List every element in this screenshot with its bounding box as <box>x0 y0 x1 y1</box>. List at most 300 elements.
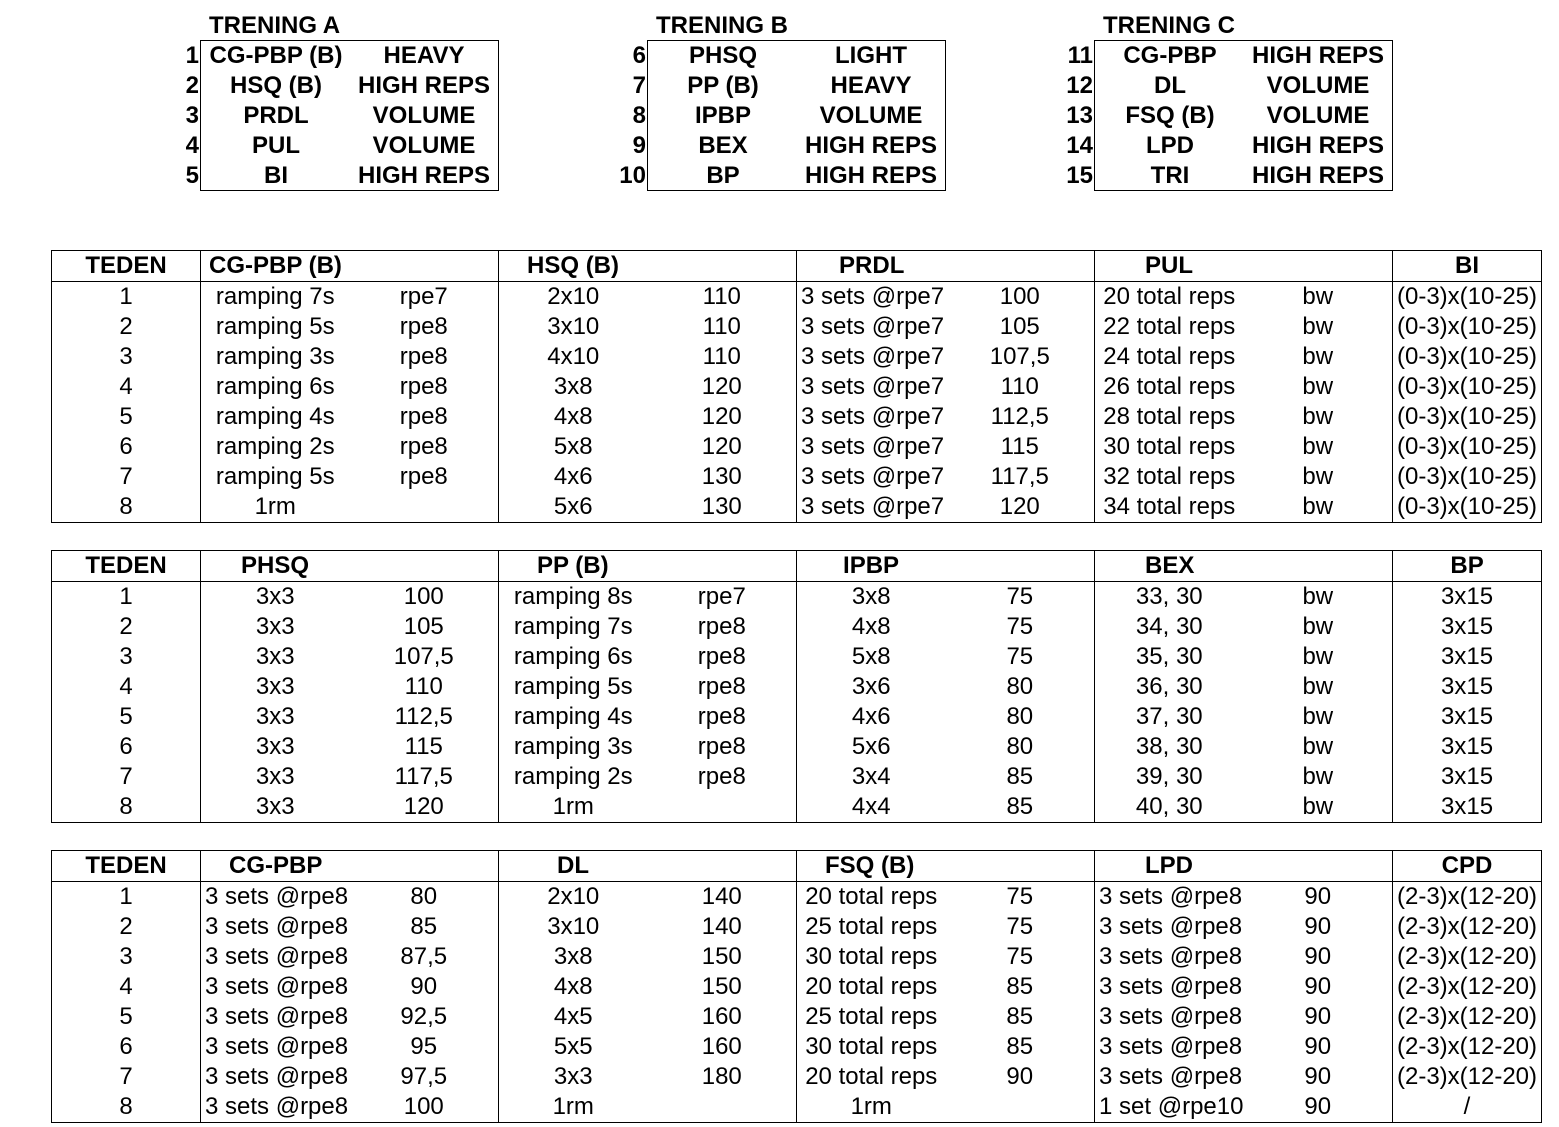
table-cell: rpe8 <box>399 403 448 430</box>
table-cell: 110 <box>702 313 741 340</box>
exercise-name: IPBP <box>694 102 751 129</box>
table-cell: 100 <box>403 583 444 610</box>
table-cell: rpe8 <box>399 343 448 370</box>
table-cell: 4x5 <box>499 1002 648 1032</box>
exercise-type: HIGH REPS <box>357 162 491 189</box>
trening-row <box>1095 71 1392 101</box>
table-row <box>52 1002 1542 1032</box>
exercise-type: HIGH REPS <box>1251 162 1385 189</box>
table-cell: 3 sets @rpe8 <box>201 912 350 942</box>
table-header-row <box>52 551 1542 582</box>
table-cell: 87,5 <box>400 943 448 970</box>
table-cell: ramping 6s <box>499 642 648 672</box>
table-cell: 39, 30 <box>1095 762 1244 792</box>
weekly-table-a <box>51 250 1542 523</box>
table-cell: (0-3)x(10-25) <box>1393 372 1542 402</box>
table-cell: 90 <box>410 973 438 1000</box>
table-cell: 100 <box>999 283 1040 310</box>
table-cell: 3 sets @rpe8 <box>201 1062 350 1092</box>
table-cell: rpe8 <box>399 433 448 460</box>
table-cell: 105 <box>999 313 1040 340</box>
table-row <box>52 282 1542 313</box>
exercise-name: CG-PBP (B) <box>209 42 343 69</box>
week-number: 2 <box>119 313 133 340</box>
table-cell: (2-3)x(12-20) <box>1393 912 1542 942</box>
table-cell: (2-3)x(12-20) <box>1393 882 1542 913</box>
table-cell: 3x3 <box>201 732 350 762</box>
table-cell: 33, 30 <box>1095 582 1244 613</box>
table-cell: 85 <box>1006 1003 1034 1030</box>
table-cell: ramping 4s <box>499 702 648 732</box>
table-cell: 3 sets @rpe8 <box>1095 942 1244 972</box>
trening-a-box <box>200 40 499 191</box>
table-cell: 3x3 <box>201 792 350 823</box>
table-cell: 3x15 <box>1393 732 1542 762</box>
row-number: 2 <box>185 72 199 99</box>
row-number: 13 <box>1066 102 1093 129</box>
table-cell: 180 <box>701 1063 742 1090</box>
week-number: 7 <box>119 1063 133 1090</box>
table-cell: 3x6 <box>797 672 946 702</box>
weekly-table-b <box>51 550 1542 823</box>
trening-row <box>201 41 498 71</box>
table-cell: (0-3)x(10-25) <box>1393 342 1542 372</box>
exercise-name: TRI <box>1150 162 1190 189</box>
table-cell: 3x10 <box>499 912 648 942</box>
table-cell: 150 <box>701 973 742 1000</box>
table-header-row <box>52 851 1542 882</box>
table-cell: 3x8 <box>797 582 946 613</box>
week-number: 2 <box>119 913 133 940</box>
table-cell: 26 total reps <box>1095 372 1244 402</box>
trening-row <box>648 161 945 191</box>
table-cell: 90 <box>1006 1063 1034 1090</box>
exercise-column-header: PHSQ <box>201 551 499 582</box>
trening-row <box>201 161 498 191</box>
exercise-column-header: BEX <box>1095 551 1393 582</box>
table-cell: 30 total reps <box>1095 432 1244 462</box>
table-cell: 115 <box>404 733 443 760</box>
exercise-type: HEAVY <box>383 42 465 69</box>
table-cell: bw <box>1302 583 1334 610</box>
exercise-name: BEX <box>698 132 748 159</box>
exercise-column-header: DL <box>499 851 797 882</box>
trening-row <box>1095 131 1392 161</box>
table-cell: 110 <box>702 343 741 370</box>
exercise-name: PUL <box>252 132 300 159</box>
week-number: 8 <box>119 493 133 520</box>
table-cell: 1rm <box>499 1092 648 1123</box>
table-cell: 3x3 <box>201 702 350 732</box>
table-cell: bw <box>1302 793 1334 820</box>
table-cell: ramping 5s <box>201 462 350 492</box>
table-cell: 2x10 <box>499 282 648 313</box>
table-cell: 3 sets @rpe7 <box>797 492 946 523</box>
table-cell: ramping 4s <box>201 402 350 432</box>
table-cell: bw <box>1302 673 1334 700</box>
table-cell: 130 <box>701 463 742 490</box>
table-cell: 75 <box>1006 583 1034 610</box>
table-cell: (2-3)x(12-20) <box>1393 1002 1542 1032</box>
exercise-type: HIGH REPS <box>1251 132 1385 159</box>
table-cell: 5x8 <box>499 432 648 462</box>
table-cell: 110 <box>1000 373 1039 400</box>
table-cell: 4x8 <box>499 972 648 1002</box>
table-cell: 3 sets @rpe8 <box>201 882 350 913</box>
table-cell: bw <box>1302 343 1334 370</box>
table-cell: 3 sets @rpe7 <box>797 342 946 372</box>
week-number: 6 <box>119 433 133 460</box>
table-cell: ramping 2s <box>499 762 648 792</box>
table-cell: 24 total reps <box>1095 342 1244 372</box>
table-cell: 120 <box>999 493 1040 520</box>
table-cell: 140 <box>701 913 742 940</box>
table-cell: 3 sets @rpe8 <box>1095 912 1244 942</box>
table-row <box>52 1092 1542 1123</box>
week-number: 2 <box>119 613 133 640</box>
trening-row <box>648 101 945 131</box>
trening-row <box>648 71 945 101</box>
week-number: 3 <box>119 343 133 370</box>
table-row <box>52 462 1542 492</box>
table-cell: bw <box>1302 703 1334 730</box>
week-column-header: TEDEN <box>52 551 201 582</box>
table-cell: 4x4 <box>797 792 946 823</box>
table-cell: 90 <box>1304 913 1332 940</box>
exercise-column-header: CG-PBP (B) <box>201 251 499 282</box>
table-cell: 25 total reps <box>797 1002 946 1032</box>
table-cell: rpe8 <box>697 613 746 640</box>
trening-row <box>648 41 945 71</box>
table-cell: 3x3 <box>201 672 350 702</box>
table-row <box>52 792 1542 823</box>
table-cell: 115 <box>1000 433 1039 460</box>
table-cell: bw <box>1302 373 1334 400</box>
row-number: 1 <box>185 42 199 69</box>
table-cell: 3 sets @rpe8 <box>1095 1032 1244 1062</box>
row-number: 10 <box>619 162 646 189</box>
table-cell: 3 sets @rpe8 <box>1095 972 1244 1002</box>
table-cell: 80 <box>1006 733 1034 760</box>
table-cell: 34 total reps <box>1095 492 1244 523</box>
table-cell: rpe8 <box>399 373 448 400</box>
table-cell: 110 <box>702 283 741 310</box>
table-cell: ramping 3s <box>499 732 648 762</box>
table-cell: ramping 5s <box>499 672 648 702</box>
table-cell: 3 sets @rpe8 <box>201 972 350 1002</box>
table-cell: 3 sets @rpe7 <box>797 432 946 462</box>
table-row <box>52 672 1542 702</box>
table-cell: 90 <box>1304 1033 1332 1060</box>
trening-row <box>1095 101 1392 131</box>
table-cell: bw <box>1302 643 1334 670</box>
table-cell: 3 sets @rpe8 <box>201 1092 350 1123</box>
table-cell: 85 <box>410 913 438 940</box>
table-cell: 34, 30 <box>1095 612 1244 642</box>
table-cell: rpe8 <box>399 463 448 490</box>
exercise-type: VOLUME <box>819 102 923 129</box>
trening-b-title: TRENING B <box>656 12 788 39</box>
table-row <box>52 702 1542 732</box>
table-cell: ramping 7s <box>499 612 648 642</box>
table-cell: 3x15 <box>1393 702 1542 732</box>
row-number: 12 <box>1066 72 1093 99</box>
table-cell: 120 <box>701 373 742 400</box>
table-row <box>52 492 1542 523</box>
exercise-type: HIGH REPS <box>804 162 938 189</box>
trening-row <box>1095 41 1392 71</box>
table-cell: 36, 30 <box>1095 672 1244 702</box>
table-cell: 97,5 <box>400 1063 448 1090</box>
week-number: 8 <box>119 793 133 820</box>
table-cell: 85 <box>1006 973 1034 1000</box>
table-cell: 3x15 <box>1393 642 1542 672</box>
table-row <box>52 312 1542 342</box>
table-cell: 1 set @rpe10 <box>1095 1092 1244 1123</box>
table-cell: 90 <box>1304 973 1332 1000</box>
table-cell: 20 total reps <box>797 972 946 1002</box>
exercise-column-header: BI <box>1393 251 1542 282</box>
table-cell: (2-3)x(12-20) <box>1393 972 1542 1002</box>
exercise-name: PHSQ <box>688 42 757 69</box>
table-cell: 92,5 <box>400 1003 448 1030</box>
table-cell: 90 <box>1304 943 1332 970</box>
table-cell: 112,5 <box>990 403 1049 430</box>
table-cell: 38, 30 <box>1095 732 1244 762</box>
exercise-name: FSQ (B) <box>1125 102 1215 129</box>
table-cell: 3x3 <box>201 762 350 792</box>
row-number: 5 <box>185 162 199 189</box>
table-cell: 28 total reps <box>1095 402 1244 432</box>
table-cell <box>946 1092 1095 1123</box>
table-header-row <box>52 251 1542 282</box>
table-row <box>52 432 1542 462</box>
week-number: 1 <box>119 283 133 310</box>
table-cell: 3 sets @rpe7 <box>797 312 946 342</box>
table-cell: 3 sets @rpe8 <box>201 1002 350 1032</box>
week-number: 4 <box>119 973 133 1000</box>
trening-a-numbers <box>151 41 199 191</box>
table-cell <box>648 792 797 823</box>
row-number: 7 <box>632 72 646 99</box>
table-cell: 3 sets @rpe8 <box>1095 1062 1244 1092</box>
week-number: 8 <box>119 1093 133 1120</box>
exercise-type: HEAVY <box>830 72 912 99</box>
exercise-type: HIGH REPS <box>1251 42 1385 69</box>
exercise-name: LPD <box>1146 132 1194 159</box>
table-cell: 1rm <box>499 792 648 823</box>
table-cell: bw <box>1302 463 1334 490</box>
table-cell: 3x15 <box>1393 582 1542 613</box>
table-cell: 120 <box>403 793 444 820</box>
row-number: 14 <box>1066 132 1093 159</box>
table-cell <box>350 492 499 523</box>
exercise-type: VOLUME <box>372 132 476 159</box>
table-cell: 3x3 <box>499 1062 648 1092</box>
table-cell: 75 <box>1006 883 1034 910</box>
table-row <box>52 1032 1542 1062</box>
table-cell: 107,5 <box>393 643 454 670</box>
exercise-name: PP (B) <box>687 72 759 99</box>
table-cell: 3 sets @rpe8 <box>201 1032 350 1062</box>
table-cell: ramping 2s <box>201 432 350 462</box>
table-cell: 3x3 <box>201 612 350 642</box>
exercise-column-header: CPD <box>1393 851 1542 882</box>
table-cell: 80 <box>410 883 438 910</box>
table-cell: 22 total reps <box>1095 312 1244 342</box>
week-number: 4 <box>119 673 133 700</box>
trening-b-numbers <box>598 41 646 191</box>
table-cell: 160 <box>701 1033 742 1060</box>
table-row <box>52 942 1542 972</box>
exercise-name: DL <box>1154 72 1186 99</box>
table-cell: rpe7 <box>697 583 746 610</box>
table-cell: 20 total reps <box>1095 282 1244 313</box>
table-cell: 3 sets @rpe7 <box>797 372 946 402</box>
table-cell: 3x15 <box>1393 762 1542 792</box>
table-cell: (0-3)x(10-25) <box>1393 432 1542 462</box>
table-row <box>52 342 1542 372</box>
table-cell: 150 <box>701 943 742 970</box>
table-cell: (0-3)x(10-25) <box>1393 492 1542 523</box>
table-cell: 4x6 <box>797 702 946 732</box>
table-cell: 95 <box>410 1033 438 1060</box>
table-cell: 110 <box>404 673 443 700</box>
table-cell: 80 <box>1006 673 1034 700</box>
table-cell: rpe8 <box>697 673 746 700</box>
trening-c-numbers <box>1045 41 1093 191</box>
exercise-column-header: PP (B) <box>499 551 797 582</box>
exercise-column-header: FSQ (B) <box>797 851 1095 882</box>
table-cell: ramping 8s <box>499 582 648 613</box>
exercise-type: HIGH REPS <box>804 132 938 159</box>
table-row <box>52 612 1542 642</box>
table-cell: 3 sets @rpe7 <box>797 462 946 492</box>
row-number: 11 <box>1067 42 1093 69</box>
table-cell: 107,5 <box>989 343 1050 370</box>
table-cell: 3x8 <box>499 372 648 402</box>
table-cell <box>648 1092 797 1123</box>
table-cell: (0-3)x(10-25) <box>1393 312 1542 342</box>
table-cell: rpe8 <box>697 733 746 760</box>
table-cell: 40, 30 <box>1095 792 1244 823</box>
week-number: 5 <box>119 403 133 430</box>
exercise-column-header: CG-PBP <box>201 851 499 882</box>
week-number: 7 <box>119 763 133 790</box>
table-cell: (2-3)x(12-20) <box>1393 1062 1542 1092</box>
table-cell: rpe8 <box>697 643 746 670</box>
trening-row <box>201 131 498 161</box>
table-cell: bw <box>1302 613 1334 640</box>
exercise-type: LIGHT <box>835 42 907 69</box>
table-cell: (2-3)x(12-20) <box>1393 942 1542 972</box>
exercise-name: PRDL <box>243 102 309 129</box>
table-cell: bw <box>1302 763 1334 790</box>
exercise-column-header: PRDL <box>797 251 1095 282</box>
table-row <box>52 972 1542 1002</box>
table-cell: 3 sets @rpe8 <box>1095 1002 1244 1032</box>
exercise-type: VOLUME <box>1266 102 1370 129</box>
table-cell: 90 <box>1304 1063 1332 1090</box>
trening-row <box>1095 161 1392 191</box>
table-cell: bw <box>1302 433 1334 460</box>
table-cell: 160 <box>701 1003 742 1030</box>
week-number: 6 <box>119 1033 133 1060</box>
table-cell: 100 <box>403 1093 444 1120</box>
week-number: 6 <box>119 733 133 760</box>
table-cell: 25 total reps <box>797 912 946 942</box>
table-cell: 5x6 <box>797 732 946 762</box>
table-cell: bw <box>1302 733 1334 760</box>
table-cell: 112,5 <box>394 703 453 730</box>
table-cell: 4x8 <box>797 612 946 642</box>
table-cell: ramping 7s <box>201 282 350 313</box>
table-cell: (0-3)x(10-25) <box>1393 462 1542 492</box>
week-number: 5 <box>119 703 133 730</box>
exercise-name: CG-PBP <box>1123 42 1217 69</box>
week-column-header: TEDEN <box>52 251 201 282</box>
table-cell: 85 <box>1006 763 1034 790</box>
trening-row <box>201 101 498 131</box>
table-cell: 90 <box>1304 1003 1332 1030</box>
row-number: 4 <box>185 132 199 159</box>
exercise-name: HSQ (B) <box>230 72 322 99</box>
table-row <box>52 762 1542 792</box>
exercise-name: BI <box>264 162 288 189</box>
table-cell: 30 total reps <box>797 942 946 972</box>
table-cell: 85 <box>1006 793 1034 820</box>
week-number: 1 <box>119 883 133 910</box>
table-cell: (2-3)x(12-20) <box>1393 1032 1542 1062</box>
table-cell: 85 <box>1006 1033 1034 1060</box>
table-row <box>52 732 1542 762</box>
table-cell: 1rm <box>201 492 350 523</box>
row-number: 9 <box>632 132 646 159</box>
table-cell: rpe8 <box>697 763 746 790</box>
table-cell: 3x10 <box>499 312 648 342</box>
table-cell: 75 <box>1006 913 1034 940</box>
table-row <box>52 912 1542 942</box>
table-cell: rpe7 <box>399 283 448 310</box>
table-row <box>52 402 1542 432</box>
table-cell: 3 sets @rpe7 <box>797 402 946 432</box>
exercise-type: HIGH REPS <box>357 72 491 99</box>
week-number: 3 <box>119 643 133 670</box>
table-cell: 120 <box>701 433 742 460</box>
table-row <box>52 1062 1542 1092</box>
table-cell: bw <box>1302 493 1334 520</box>
table-cell: 3x15 <box>1393 792 1542 823</box>
table-cell: 120 <box>701 403 742 430</box>
week-column-header: TEDEN <box>52 851 201 882</box>
exercise-type: VOLUME <box>1266 72 1370 99</box>
table-cell: 117,5 <box>394 763 453 790</box>
table-cell: 5x8 <box>797 642 946 672</box>
row-number: 6 <box>632 42 646 69</box>
table-cell: 80 <box>1006 703 1034 730</box>
table-row <box>52 582 1542 613</box>
table-cell: 75 <box>1006 643 1034 670</box>
table-cell: ramping 5s <box>201 312 350 342</box>
table-cell: 30 total reps <box>797 1032 946 1062</box>
week-number: 7 <box>119 463 133 490</box>
table-cell: 3x3 <box>201 582 350 613</box>
table-cell: 1rm <box>797 1092 946 1123</box>
trening-c-title: TRENING C <box>1103 12 1235 39</box>
table-row <box>52 372 1542 402</box>
table-cell: bw <box>1302 313 1334 340</box>
week-number: 1 <box>119 583 133 610</box>
